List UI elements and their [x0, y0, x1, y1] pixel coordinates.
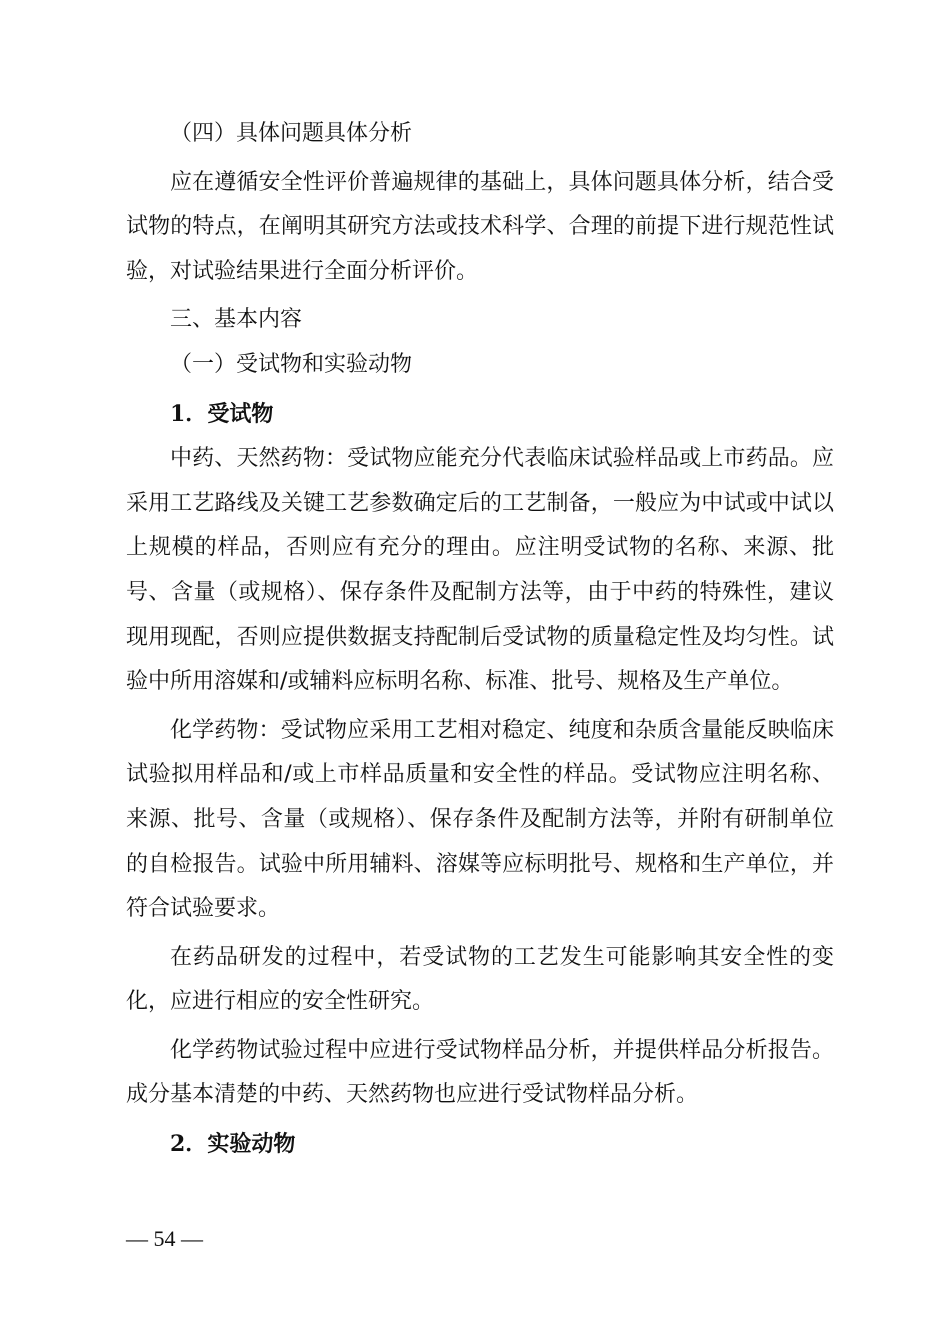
item-1-heading: [126, 392, 834, 438]
sample-analysis-paragraph: 化学药物试验过程中应进行受试物样品分析，并提供样品分析报告。成分基本清楚的中药、天然药物也应进行受试物样品分析。: [126, 1037, 834, 1108]
item-2-number: 2．: [170, 1131, 208, 1158]
item-2-heading: [126, 1122, 834, 1168]
item-2-title: 实验动物: [207, 1132, 296, 1158]
process-change-paragraph: 在药品研发的过程中，若受试物的工艺发生可能影响其安全性的变化，应进行相应的安全性研究。: [126, 944, 834, 1015]
section-4-paragraph: 应在遵循安全性评价普遍规律的基础上，具体问题具体分析，结合受试物的特点，在阐明其研究方法或技术科学、合理的前提下进行规范性试验，对试验结果进行全面分析评价。: [126, 169, 834, 284]
subsection-1-heading: （一）受试物和实验动物: [170, 351, 413, 377]
tcm-paragraph: 中药、天然药物：受试物应能充分代表临床试验样品或上市药品。应采用工艺路线及关键工艺参数确定后的工艺制备，一般应为中试或中试以上规模的样品，否则应有充分的理由。应注明受试物的名称、来源、批号、含量（或规格）、保存条件及配制方法等，由于中药的特殊性，建议现用现配，否则应提供数据支持配制后受试物的质量稳定性及均匀性。试验中所用溶媒和/或辅料应标明名称、标准、批号、规格及生产单位。: [126, 446, 834, 695]
part-3-heading: 三、基本内容: [170, 307, 303, 333]
item-1-title: 受试物: [207, 401, 274, 427]
item-1-number: 1．: [170, 400, 208, 427]
document-body: [126, 112, 834, 1168]
page-number: — 54 —: [126, 1226, 203, 1251]
chem-paragraph: 化学药物：受试物应采用工艺相对稳定、纯度和杂质含量能反映临床试验拟用样品和/或上市样品质量和安全性的样品。受试物应注明名称、来源、批号、含量（或规格）、保存条件及配制方法等，并附有研制单位的自检报告。试验中所用辅料、溶媒等应标明批号、规格和生产单位，并符合试验要求。: [126, 717, 834, 922]
section-4-heading: （四）具体问题具体分析: [170, 121, 413, 146]
